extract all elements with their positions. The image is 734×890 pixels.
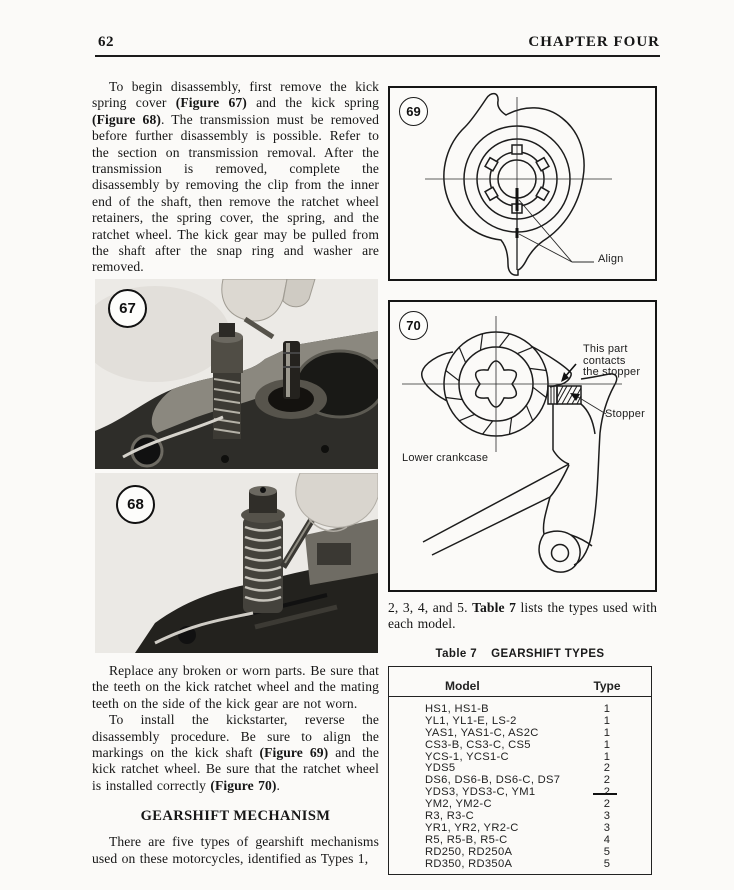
table-header-row bbox=[389, 667, 651, 697]
model-cell: YDS3, YDS3-C, YM1 bbox=[425, 786, 536, 799]
paragraph-table-intro: 2, 3, 4, and 5. Table 7 lists the types used with each model. bbox=[388, 600, 657, 632]
model-cell: CS3-B, CS3-C, CS5 bbox=[425, 738, 531, 751]
figure-70-diagram bbox=[388, 300, 657, 592]
type-cell: 4 bbox=[603, 833, 611, 846]
figure-number-badge: 68 bbox=[116, 485, 155, 524]
type-cell: 3 bbox=[603, 821, 611, 834]
model-cell: RD350, RD350A bbox=[425, 857, 513, 870]
splined-shaft bbox=[283, 341, 300, 399]
column-header-type: Type bbox=[593, 679, 621, 693]
model-cell: R3, R3-C bbox=[425, 810, 475, 823]
align-label: Align bbox=[598, 253, 624, 265]
pawl-contact bbox=[548, 386, 557, 404]
contact-label-line: contacts bbox=[583, 354, 626, 367]
stopper-label: Stopper bbox=[605, 408, 645, 420]
type-cell: 5 bbox=[603, 857, 611, 870]
type-cell: 2 bbox=[603, 762, 611, 775]
table-title-prefix: Table 7 bbox=[435, 648, 478, 660]
column-header-model: Model bbox=[445, 679, 480, 693]
type-cell: 2 bbox=[563, 787, 651, 799]
model-cell: YDS5 bbox=[425, 762, 456, 775]
figure-67-photo bbox=[95, 279, 378, 469]
left-lobe bbox=[422, 352, 453, 401]
paragraph-replace-parts: Replace any broken or worn parts. Be sure that the teeth on the kick ratchet wheel and the mating teeth on the side of the kick gear are not worn. bbox=[92, 663, 379, 711]
paragraph-disassembly: To begin disassembly, first remove the kick spring cover (Figure 67) and the kick spring (Figure 68). The transmission must be removed before further disassembly is possible. Refer to the section on transmission removal. After the transmission is removed, complete the disassembly by removing the clip from the inner end of the shaft, then remove the ratchet wheel retainers, the spring cover, the spring, and the ratchet wheel. The kick gear may be pulled from the shaft after the snap ring and washer are removed. bbox=[92, 79, 379, 275]
table-rows bbox=[389, 697, 651, 870]
type-cell: 1 bbox=[603, 726, 611, 739]
figure-68-photo bbox=[95, 473, 378, 653]
chapter-title: CHAPTER FOUR bbox=[528, 34, 660, 50]
header-rule bbox=[95, 55, 660, 57]
table-row bbox=[389, 859, 651, 871]
page-number: 62 bbox=[98, 34, 114, 50]
type-cell: 2 bbox=[603, 774, 611, 787]
left-column-lower-text bbox=[92, 663, 379, 867]
figure-69-diagram bbox=[388, 86, 657, 281]
table-row bbox=[389, 835, 651, 847]
crankcase-bar-upper bbox=[423, 464, 569, 542]
table-row bbox=[389, 823, 651, 835]
model-cell: YR1, YR2, YR2-C bbox=[425, 821, 519, 834]
table-title bbox=[388, 648, 652, 660]
model-cell: HS1, HS1-B bbox=[425, 703, 489, 715]
boss-hole bbox=[552, 545, 569, 562]
type-cell: 1 bbox=[603, 703, 611, 715]
contact-label-line: the stopper bbox=[583, 366, 641, 378]
paragraph-gearshift-intro: There are five types of gearshift mechanisms used on these motorcycles, identified as Types 1, bbox=[92, 834, 379, 866]
figure-number-badge: 70 bbox=[399, 311, 428, 340]
type-cell: 3 bbox=[603, 810, 611, 823]
paragraph-install: To install the kickstarter, reverse the disassembly procedure. Be sure to align the markings on the kick shaft (Figure 69) and the kick ratchet wheel. Be sure that the ratchet wheel is installed correctly (Figure 70). bbox=[92, 712, 379, 793]
model-cell: YCS-1, YCS1-C bbox=[425, 750, 509, 763]
type-cell: 1 bbox=[603, 714, 611, 727]
lower-crankcase-label: Lower crankcase bbox=[402, 452, 489, 464]
contact-label-line: This part bbox=[583, 343, 628, 355]
model-cell: RD250, RD250A bbox=[425, 845, 513, 858]
kick-shaft-drawing bbox=[390, 88, 655, 279]
model-cell: YL1, YL1-E, LS-2 bbox=[425, 714, 517, 727]
table-row bbox=[389, 847, 651, 859]
figure-number-badge: 69 bbox=[399, 97, 428, 126]
table-row bbox=[389, 716, 651, 728]
table-title-text: GEARSHIFT TYPES bbox=[491, 648, 605, 660]
gearshift-types-table bbox=[388, 666, 652, 875]
type-cell: 5 bbox=[603, 845, 611, 858]
model-cell: YAS1, YAS1-C, AS2C bbox=[425, 726, 539, 739]
model-cell: R5, R5-B, R5-C bbox=[425, 833, 508, 846]
table-row bbox=[389, 728, 651, 740]
table-row bbox=[389, 740, 651, 752]
type-cell: 2 bbox=[603, 798, 611, 811]
type-cell: 1 bbox=[603, 750, 611, 763]
section-heading: GEARSHIFT MECHANISM bbox=[140, 808, 331, 825]
type-cell: 1 bbox=[603, 738, 611, 751]
figure-number-badge: 67 bbox=[108, 289, 147, 328]
model-cell: YM2, YM2-C bbox=[425, 798, 492, 811]
model-cell: DS6, DS6-B, DS6-C, DS7 bbox=[425, 774, 561, 787]
contact-label bbox=[583, 344, 640, 379]
